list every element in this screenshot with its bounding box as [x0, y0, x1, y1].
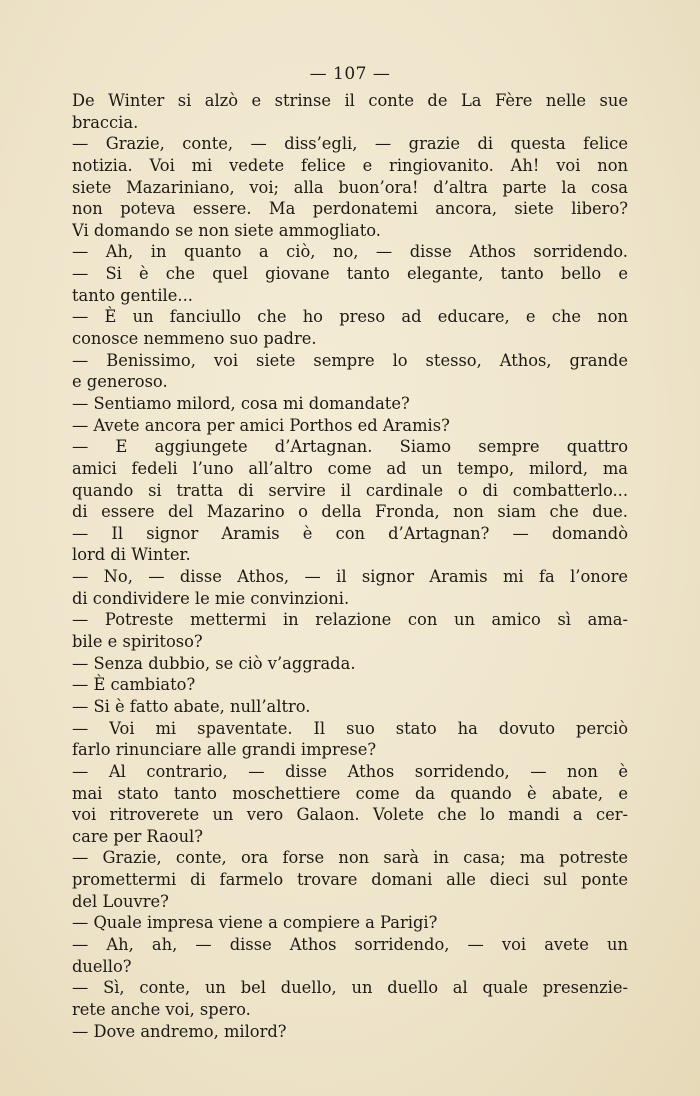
text-line: care per Raoul? [72, 826, 203, 846]
text-line: — Potreste mettermi in relazione con un amico sì ama- [72, 610, 628, 630]
text-line: quando si tratta di servire il cardinale o di combatterlo... [72, 480, 628, 500]
text-line: — Senza dubbio, se ciò v’aggrada. [72, 653, 356, 673]
text-line: — Voi mi spaventate. Il suo stato ha dovuto perciò [72, 718, 628, 738]
text-line: — Si è fatto abate, null’altro. [72, 696, 311, 716]
text-line: — È un fanciullo che ho preso ad educare, e che non [72, 307, 628, 327]
text-line: Vi domando se non siete ammogliato. [72, 220, 381, 240]
text-line: conosce nemmeno suo padre. [72, 329, 317, 349]
text-line: farlo rinunciare alle grandi imprese? [72, 740, 377, 760]
text-line: di essere del Mazarino o della Fronda, non siam che due. [72, 502, 628, 522]
text-line: — Il signor Aramis è con d’Artagnan? — domandò [72, 523, 628, 543]
text-line: — No, — disse Athos, — il signor Aramis mi fa l’onore [72, 567, 628, 587]
text-line: — Al contrario, — disse Athos sorridendo, — non è [72, 761, 628, 781]
text-line: — Si è che quel giovane tanto elegante, tanto bello e [72, 264, 628, 284]
text-line: voi ritroverete un vero Galaon. Volete che lo mandi a cer- [72, 805, 628, 825]
text-line: — Ah, ah, — disse Athos sorridendo, — voi avete un [72, 934, 628, 954]
text-line: — E aggiungete d’Artagnan. Siamo sempre quattro [72, 437, 628, 457]
text-line: — Grazie, conte, — diss’egli, — grazie di questa felice [72, 134, 628, 154]
text-line: — Avete ancora per amici Porthos ed Aramis? [72, 415, 450, 435]
text-line: — Grazie, conte, ora forse non sarà in casa; ma potreste [72, 848, 628, 868]
text-line: duello? [72, 956, 132, 976]
text-line: — Sì, conte, un bel duello, un duello al quale presenzie- [72, 978, 628, 998]
text-line: De Winter si alzò e strinse il conte de La Fère nelle sue [72, 91, 628, 110]
text-line: — Ah, in quanto a ciò, no, — disse Athos sorridendo. [72, 242, 628, 262]
text-line: non poteva essere. Ma perdonatemi ancora, siete libero? [72, 199, 628, 219]
text-line: — È cambiato? [72, 675, 196, 695]
text-line: bile e spiritoso? [72, 632, 203, 652]
text-line: promettermi di farmelo trovare domani alle dieci sul ponte [72, 870, 628, 890]
text-line: — Quale impresa viene a compiere a Parigi? [72, 913, 438, 933]
text-line: amici fedeli l’uno all’altro come ad un tempo, milord, ma [72, 458, 628, 478]
text-line: del Louvre? [72, 891, 169, 911]
text-line: — Dove andremo, milord? [72, 1021, 287, 1041]
text-line: e generoso. [72, 372, 168, 392]
body-text [72, 90, 628, 1042]
text-line: siete Mazariniano, voi; alla buon’ora! d’altra parte la cosa [72, 177, 628, 197]
text-line: lord di Winter. [72, 545, 191, 565]
text-line: — Sentiamo milord, cosa mi domandate? [72, 393, 410, 413]
text-line: notizia. Voi mi vedete felice e ringiovanito. Ah! voi non [72, 155, 628, 175]
text-line: — Benissimo, voi siete sempre lo stesso, Athos, grande [72, 350, 628, 370]
text-line: tanto gentile... [72, 285, 193, 305]
page-number: — 107 — [309, 64, 391, 84]
text-line: mai stato tanto moschettiere come da quando è abate, e [72, 783, 628, 803]
text-line: braccia. [72, 112, 139, 132]
text-line: di condividere le mie convinzioni. [72, 588, 350, 608]
text-line: rete anche voi, spero. [72, 999, 251, 1019]
